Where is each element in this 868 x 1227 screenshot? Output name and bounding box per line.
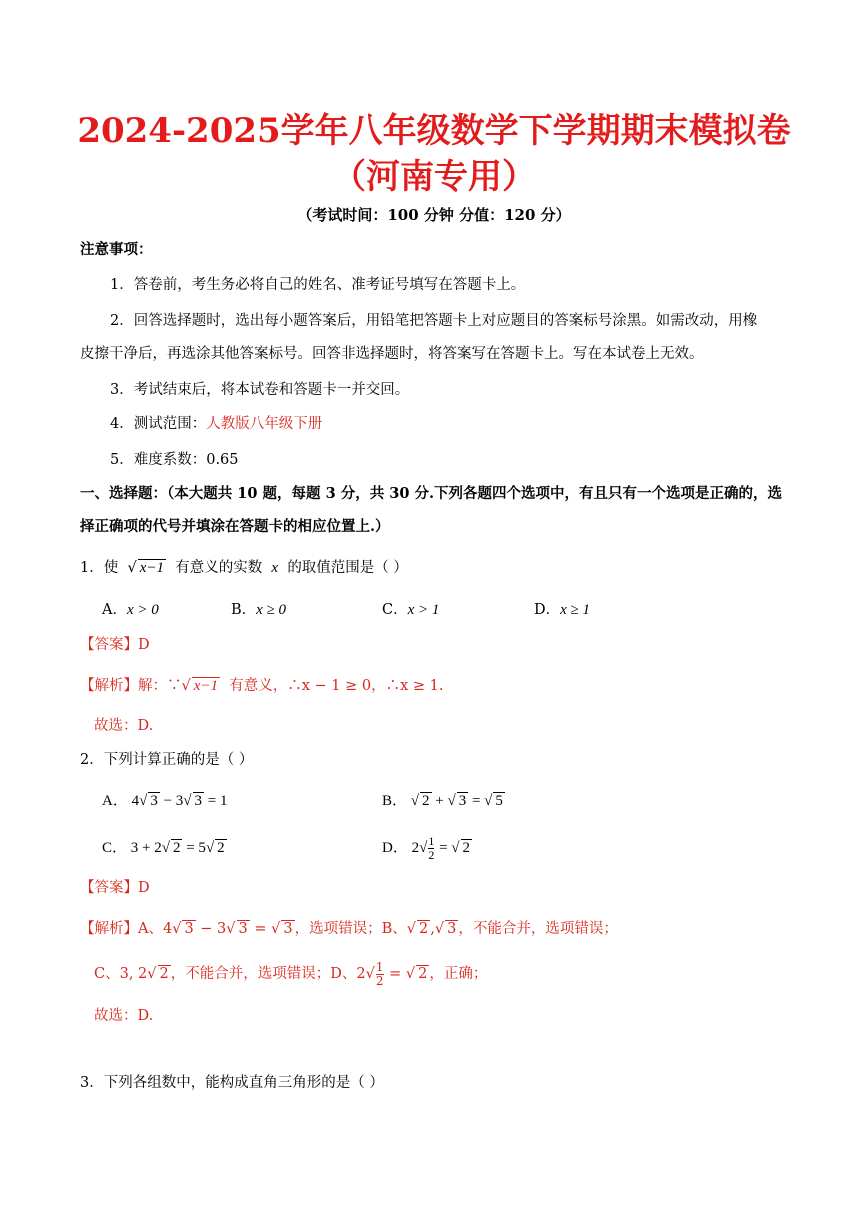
section-1-heading-line1 xyxy=(80,484,782,504)
q1-option-a-label: A． xyxy=(102,602,127,618)
q2-option-a: A． 4√ 3 − 3√ 3 = 1 xyxy=(102,793,228,809)
q1-option-a-text: x > 0 xyxy=(126,602,159,618)
q2-option-c-part: 3 + 2 xyxy=(130,840,162,856)
q2-option-c-radical: 2 xyxy=(172,840,181,856)
question-2-stem: 2．下列计算正确的是（ ） xyxy=(80,752,254,768)
q2-option-b-radical: 2 xyxy=(422,793,430,809)
q1-conclusion: 故选：D. xyxy=(94,718,154,734)
q2-option-a-label: A． xyxy=(102,793,128,809)
q2-option-d-part: 2 xyxy=(411,840,420,856)
question-3-stem: 3．下列各组数中，能构成直角三角形的是（ ） xyxy=(80,1075,384,1091)
q2-option-c: C． 3 + 2√ 2 = 5√ 2 xyxy=(102,840,225,856)
q2-option-b: B． √ 2 + √ 3 = √ 5 xyxy=(382,793,503,809)
q2-analysis-part: = xyxy=(384,966,406,982)
q1-analysis: 【解析】解：∵√ x−1 有意义，∴x − 1 ≥ 0，∴x ≥ 1. xyxy=(80,678,444,694)
q1-prefix: 1．使 xyxy=(80,560,119,576)
q1-radical: x−1 xyxy=(139,560,164,576)
q2-option-c-label: C． xyxy=(102,840,128,856)
q1-option-b-label: B． xyxy=(231,602,257,618)
section-1-label: 一、选择题： xyxy=(80,485,167,502)
q2-option-a-radical: 3 xyxy=(194,793,203,809)
q2-option-d-radical: 2 xyxy=(462,840,471,856)
q1-option-d-label: D． xyxy=(534,602,561,618)
q1-analysis-radical: x−1 xyxy=(193,678,219,694)
fraction-numerator: 1 xyxy=(428,834,435,849)
q1-variable: x xyxy=(271,560,279,576)
note-1: 1．答卷前，考生务必将自己的姓名、准考证号填写在答题卡上。 xyxy=(110,277,526,293)
q2-option-a-part: − 3 xyxy=(159,793,184,809)
fraction-numerator: 1 xyxy=(375,959,384,974)
q1-option-c-label: C． xyxy=(382,602,408,618)
q1-analysis-label: 【解析】 xyxy=(80,678,138,694)
q2-option-b-label: B． xyxy=(382,793,408,809)
q2-analysis-part: ，不能合并，选项错误；D、2 xyxy=(170,966,366,982)
q2-option-d-label: D． xyxy=(382,840,408,856)
q2-analysis-part: ，选项错误；B、 xyxy=(294,921,407,937)
q2-analysis-label: 【解析】 xyxy=(80,921,138,937)
exam-title-region: （河南专用） xyxy=(332,157,536,197)
q2-answer: 【答案】D xyxy=(80,880,150,896)
q2-option-b-radical: 3 xyxy=(458,793,467,809)
q1-option-c xyxy=(382,600,439,620)
q2-analysis-part: A、4 xyxy=(138,921,173,937)
note-4 xyxy=(110,414,322,434)
q1-suffix: 的取值范围是（ ） xyxy=(287,560,408,576)
note-4-scope: 人教版八年级下册 xyxy=(206,416,323,432)
q2-option-d-part: = xyxy=(435,840,452,856)
notes-heading: 注意事项： xyxy=(80,241,153,258)
note-5: 5．难度系数：0.65 xyxy=(110,452,239,468)
section-1-desc: （本大题共 10 题，每题 3 分，共 30 分.下列各题四个选项中，有且只有一个选项是正确的，选 xyxy=(167,485,783,502)
exam-title: 2024-2025学年八年级数学下学期期末模拟卷 xyxy=(77,111,791,151)
exam-subtitle: （考试时间：100 分钟 分值：120 分） xyxy=(297,206,571,224)
q2-analysis-part: ，正确； xyxy=(429,966,488,982)
q2-analysis-line2: C、3, 2√ 2 ，不能合并，选项错误；D、2√ $\frac{1}{2}$ = √ 2 ，正确； xyxy=(94,959,488,988)
q1-option-b xyxy=(231,600,286,620)
q2-option-b-part: + xyxy=(431,793,448,809)
q1-option-c-text: x > 1 xyxy=(407,602,440,618)
q2-analysis-part: − 3 xyxy=(195,921,227,937)
note-3: 3．考试结束后，将本试卷和答题卡一并交回。 xyxy=(110,382,410,398)
question-1-stem: 1．使 √ x−1 有意义的实数 x 的取值范围是（ ） xyxy=(80,560,408,576)
fraction-denominator: 2 xyxy=(428,848,435,863)
q1-analysis-text-b: 有意义，∴x − 1 ≥ 0，∴x ≥ 1. xyxy=(229,678,444,694)
q2-analysis-line1: 【解析】A、4√ 3 − 3√ 3 = √ 3 ，选项错误；B、√ 2 ,√ 3 ，不能合并，选项错误； xyxy=(80,921,618,937)
q2-analysis-radical: 2 xyxy=(159,966,169,982)
q2-option-a-part: 4 xyxy=(131,793,140,809)
q2-analysis-fraction xyxy=(376,961,384,988)
fraction-denominator: 2 xyxy=(375,973,384,988)
q2-option-b-part: = xyxy=(468,793,485,809)
q2-analysis-radical: 3 xyxy=(238,921,248,937)
note-4-label: 4．测试范围： xyxy=(110,416,207,432)
q2-option-b-radical: 5 xyxy=(495,793,503,809)
q2-option-a-part: = 1 xyxy=(204,793,228,809)
q2-analysis-radical: 3 xyxy=(447,921,457,937)
q1-option-a xyxy=(102,600,159,620)
q2-analysis-part: , xyxy=(430,921,435,937)
q2-option-c-radical: 2 xyxy=(217,840,225,856)
q1-option-b-text: x ≥ 0 xyxy=(256,602,287,618)
q2-option-d: D． 2√ $\frac{1}{2}$ = √ 2 xyxy=(382,834,471,863)
q2-option-d-fraction xyxy=(428,835,434,862)
q1-option-d xyxy=(534,600,590,620)
q1-mid: 有意义的实数 xyxy=(175,560,263,576)
q2-analysis-radical: 2 xyxy=(418,966,428,982)
q2-analysis-radical: 2 xyxy=(419,921,429,937)
q2-conclusion: 故选：D. xyxy=(94,1008,154,1024)
q2-analysis-part: C、3, 2 xyxy=(94,966,148,982)
q1-answer: 【答案】D xyxy=(80,637,150,653)
q2-analysis-radical: 3 xyxy=(184,921,194,937)
section-1-heading-line2: 择正确项的代号并填涂在答题卡的相应位置上.） xyxy=(80,518,390,535)
q2-analysis-part: = xyxy=(249,921,272,937)
q1-analysis-text-a: 解：∵ xyxy=(138,678,182,694)
q2-analysis-radical: 3 xyxy=(283,921,293,937)
q2-analysis-part: ，不能合并，选项错误； xyxy=(458,921,618,937)
q2-option-c-part: = 5 xyxy=(182,840,206,856)
q1-option-d-text: x ≥ 1 xyxy=(560,602,591,618)
note-2-line2: 皮擦干净后，再选涂其他答案标号。回答非选择题时，将答案写在答题卡上。写在本试卷上无效。 xyxy=(80,346,704,362)
note-2-line1: 2．回答选择题时，选出每小题答案后，用铅笔把答题卡上对应题目的答案标号涂黑。如需改动，用橡 xyxy=(110,313,758,329)
q2-option-a-radical: 3 xyxy=(150,793,158,809)
